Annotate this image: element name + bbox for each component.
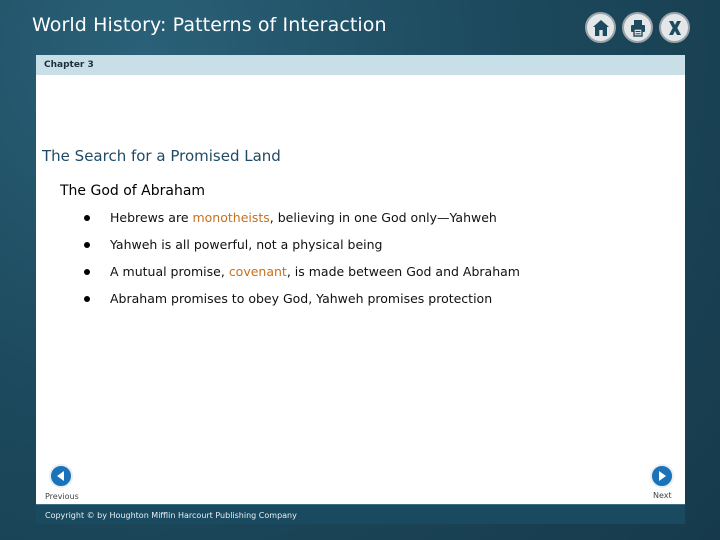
top-toolbar [585, 12, 690, 43]
bullet-text: , believing in one God only—Yahweh [269, 210, 497, 225]
app-title: World History: Patterns of Interaction [32, 14, 387, 36]
arrow-left-icon [55, 470, 67, 482]
copyright-text: Copyright © by Houghton Mifflin Harcourt Publishing Company [45, 511, 297, 520]
bullet-text: Abraham promises to obey God, Yahweh promises protection [110, 291, 493, 306]
footer-bar [36, 504, 685, 524]
bullet-dot [84, 215, 90, 221]
bullet-dot [84, 242, 90, 248]
bullet-text: , is made between God and Abraham [286, 264, 520, 279]
close-icon [665, 18, 685, 38]
bullet-item [84, 210, 520, 237]
home-button[interactable] [585, 12, 616, 43]
slide-subheading: The God of Abraham [60, 183, 206, 199]
close-button[interactable] [659, 12, 690, 43]
previous-button[interactable] [49, 464, 73, 488]
slide-title: The Search for a Promised Land [42, 147, 281, 165]
print-icon [628, 18, 648, 38]
next-button[interactable] [650, 464, 674, 488]
key-term: monotheists [192, 210, 270, 225]
slide-content [36, 75, 685, 504]
previous-label[interactable]: Previous [45, 492, 79, 501]
key-term: covenant [228, 264, 287, 279]
chapter-label: Chapter 3 [44, 60, 94, 70]
bullet-text: Hebrews are [110, 210, 193, 225]
arrow-right-icon [656, 470, 668, 482]
bullet-dot [84, 269, 90, 275]
bullet-item [84, 291, 520, 318]
bullet-dot [84, 296, 90, 302]
next-label[interactable]: Next [653, 491, 672, 500]
bullet-text: A mutual promise, [110, 264, 229, 279]
bullet-list [84, 210, 520, 318]
bullet-item [84, 237, 520, 264]
bullet-item [84, 264, 520, 291]
bullet-text: Yahweh is all powerful, not a physical being [110, 237, 383, 252]
home-icon [591, 18, 611, 38]
print-button[interactable] [622, 12, 653, 43]
chapter-bar [36, 55, 685, 75]
